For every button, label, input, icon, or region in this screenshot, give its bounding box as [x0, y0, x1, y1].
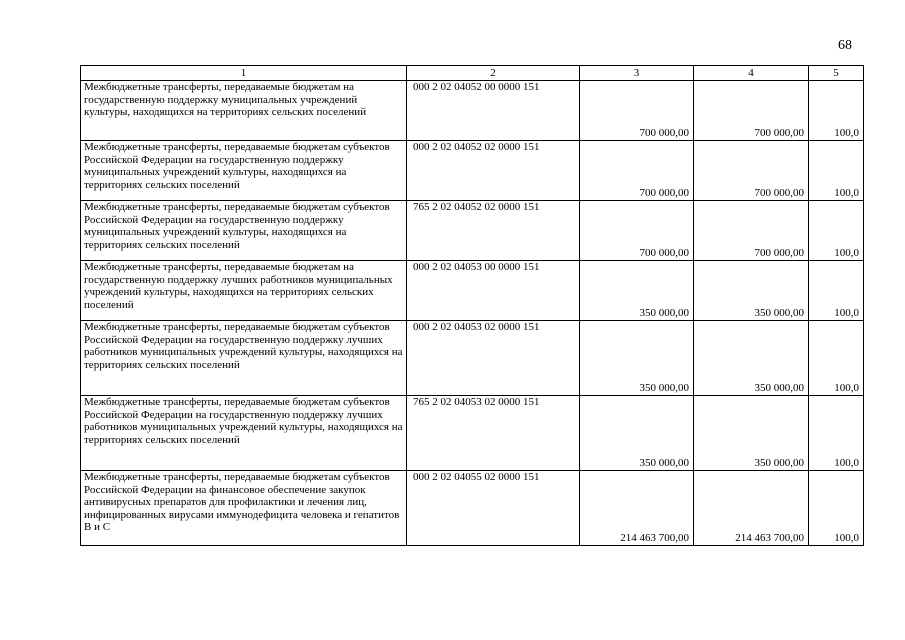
column-header-2: 2 — [407, 66, 580, 81]
row-code-cell: 000 2 02 04052 02 0000 151 — [407, 141, 580, 201]
table-row — [81, 141, 864, 201]
budget-table — [80, 65, 864, 546]
row-name-cell: Межбюджетные трансферты, передаваемые бюджетам субъектов Российской Федерации на государственную поддержку муниципальных учреждений культуры, находящихся на территориях сельских поселений — [81, 201, 407, 261]
row-percent-cell: 100,0 — [809, 141, 864, 201]
row-name-cell: Межбюджетные трансферты, передаваемые бюджетам субъектов Российской Федерации на государственную поддержку лучших работников муниципальных учреждений культуры, находящихся на территориях сельских поселений — [81, 396, 407, 471]
row-plan-cell: 350 000,00 — [580, 321, 694, 396]
row-percent-cell: 100,0 — [809, 201, 864, 261]
row-code-cell: 000 2 02 04053 00 0000 151 — [407, 261, 580, 321]
row-fact-cell: 350 000,00 — [694, 396, 809, 471]
row-name-cell: Межбюджетные трансферты, передаваемые бюджетам на государственную поддержку лучших работников муниципальных учреждений культуры, находящихся на территориях сельских поселений — [81, 261, 407, 321]
row-fact-cell: 350 000,00 — [694, 261, 809, 321]
row-name-cell: Межбюджетные трансферты, передаваемые бюджетам на государственную поддержку муниципальных учреждений культуры, находящихся на территориях сельских поселений — [81, 81, 407, 141]
row-percent-cell: 100,0 — [809, 321, 864, 396]
page-number: 68 — [838, 38, 852, 53]
row-plan-cell: 700 000,00 — [580, 81, 694, 141]
column-header-5: 5 — [809, 66, 864, 81]
table-row — [81, 396, 864, 471]
row-name-cell: Межбюджетные трансферты, передаваемые бюджетам субъектов Российской Федерации на финансовое обеспечение закупок антивирусных препаратов для профилактики и лечения лиц, инфицированных вирусами иммунодефицита человека и гепатитов B и C — [81, 471, 407, 546]
table-row — [81, 321, 864, 396]
table-row — [81, 261, 864, 321]
row-plan-cell: 214 463 700,00 — [580, 471, 694, 546]
row-percent-cell: 100,0 — [809, 396, 864, 471]
column-header-1: 1 — [81, 66, 407, 81]
row-code-cell: 765 2 02 04053 02 0000 151 — [407, 396, 580, 471]
table-header-row — [81, 66, 864, 81]
column-header-4: 4 — [694, 66, 809, 81]
row-fact-cell: 214 463 700,00 — [694, 471, 809, 546]
row-plan-cell: 350 000,00 — [580, 261, 694, 321]
row-percent-cell: 100,0 — [809, 261, 864, 321]
row-code-cell: 765 2 02 04052 02 0000 151 — [407, 201, 580, 261]
table-row — [81, 81, 864, 141]
row-fact-cell: 700 000,00 — [694, 201, 809, 261]
row-name-cell: Межбюджетные трансферты, передаваемые бюджетам субъектов Российской Федерации на государственную поддержку лучших работников муниципальных учреждений культуры, находящихся на территориях сельских поселений — [81, 321, 407, 396]
row-code-cell: 000 2 02 04052 00 0000 151 — [407, 81, 580, 141]
row-plan-cell: 700 000,00 — [580, 201, 694, 261]
row-code-cell: 000 2 02 04053 02 0000 151 — [407, 321, 580, 396]
row-plan-cell: 700 000,00 — [580, 141, 694, 201]
column-header-3: 3 — [580, 66, 694, 81]
row-percent-cell: 100,0 — [809, 471, 864, 546]
row-fact-cell: 350 000,00 — [694, 321, 809, 396]
table-row — [81, 201, 864, 261]
row-fact-cell: 700 000,00 — [694, 141, 809, 201]
row-name-cell: Межбюджетные трансферты, передаваемые бюджетам субъектов Российской Федерации на государственную поддержку муниципальных учреждений культуры, находящихся на территориях сельских поселений — [81, 141, 407, 201]
table-row — [81, 471, 864, 546]
row-fact-cell: 700 000,00 — [694, 81, 809, 141]
row-code-cell: 000 2 02 04055 02 0000 151 — [407, 471, 580, 546]
row-percent-cell: 100,0 — [809, 81, 864, 141]
row-plan-cell: 350 000,00 — [580, 396, 694, 471]
